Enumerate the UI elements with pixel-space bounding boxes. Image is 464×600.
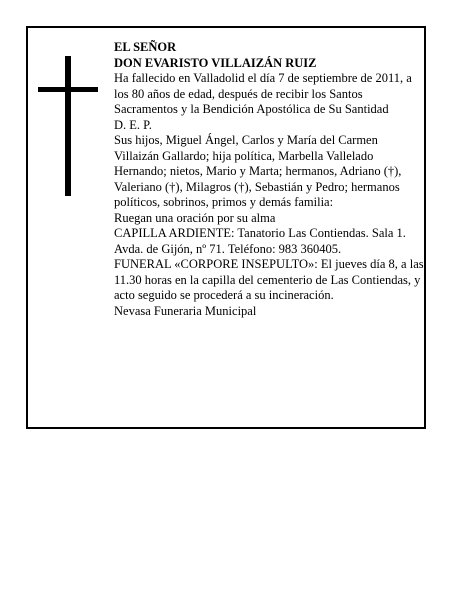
chapel-info: CAPILLA ARDIENTE: Tanatorio Las Contiendas. Sala 1. Avda. de Gijón, nº 71. Teléfono: 983 360405. [114,226,406,256]
cross-horizontal-bar [38,87,98,92]
cross-vertical-bar [65,56,71,196]
cross-icon [38,56,98,196]
prayer-request: Ruegan una oración por su alma [114,210,276,225]
death-announcement: Ha fallecido en Valladolid el día 7 de septiembre de 2011, a los 80 años de edad, después de recibir los Santos Sacramentos y la Bendición Apostólica de Su Santidad [114,71,412,116]
rip-line: D. E. P. [114,117,152,132]
family-list: Sus hijos, Miguel Ángel, Carlos y María del Carmen Villaizán Gallardo; hija política, Marbella Vallelado Hernando; nietos, Mario y Marta; hermanos, Adriano (†), Valeriano (†), Milagros (†), Sebastián y Pedro; hermanos políticos, sobrinos, primos y demás familia: [114,133,402,209]
deceased-name: DON EVARISTO VILLAIZÁN RUIZ [114,55,317,70]
obituary-text [114,40,424,319]
funeral-info: FUNERAL «CORPORE INSEPULTO»: El jueves día 8, a las 11.30 horas en la capilla del cementerio de Las Contiendas, y acto seguido se procederá a su incineración. [114,257,424,302]
notice-title: EL SEÑOR [114,40,177,54]
funeral-home: Nevasa Funeraria Municipal [114,303,257,318]
